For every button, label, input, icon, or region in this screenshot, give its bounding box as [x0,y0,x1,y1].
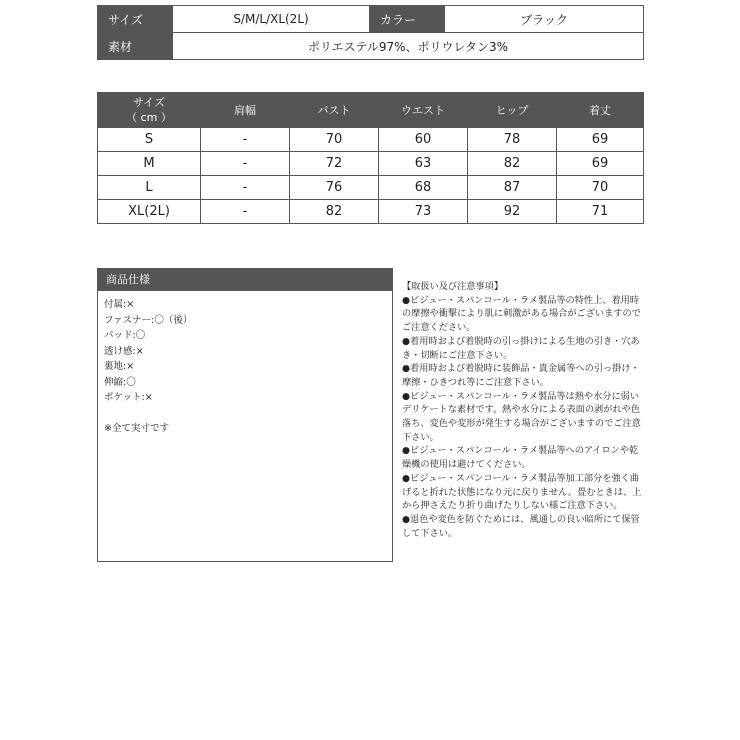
info-row-material [98,33,644,60]
bust-cell: 82 [290,200,379,224]
spec-item-lining: 裏地:× [104,361,135,372]
hip-cell: 87 [468,176,557,200]
waist-cell: 60 [379,128,468,152]
length-cell: 70 [557,176,644,200]
care-note-paragraph: ●退色や変色を防ぐためには、風通しの良い暗所にて保管して下さい。 [402,513,640,539]
length-cell: 71 [557,200,644,224]
care-note-paragraph: ●ビジュー・スパンコール・ラメ製品等は熱や水分に弱いデリケートな素材です。熱や水分による表面の剥がれや色落ち、変色や変形が発生する場合がございますのでご注意下さい。 [402,390,641,443]
spec-item-pocket: ポケット:× [104,392,153,403]
hip-cell: 82 [468,152,557,176]
size-cell: M [98,152,201,176]
care-notes [402,280,642,540]
shoulder-cell: - [201,200,290,224]
size-chart-table [97,92,644,224]
header-bust: バスト [290,93,379,128]
size-chart-corner-line1: サイズ [132,96,166,109]
care-notes-title: 【取扱い及び注意事項】 [402,281,504,292]
size-chart-corner [98,93,201,128]
spec-item-zipper: ファスナー:〇（後） [104,314,193,326]
care-note-paragraph: ●着用時および着脱時の引っ掛けによる生地の引き・穴あき・切断にご注意下さい。 [402,335,640,361]
spec-item-stretch: 伸縮:〇 [104,376,136,388]
size-label: サイズ [98,6,173,33]
shoulder-cell: - [201,176,290,200]
size-chart-corner-line2: （ cm ） [126,111,172,124]
table-row [98,128,644,152]
material-label: 素材 [98,33,173,60]
material-value: ポリエステル97%、ポリウレタン3% [173,33,644,60]
size-cell: XL(2L) [98,200,201,224]
color-value: ブラック [445,6,644,33]
table-row [98,176,644,200]
product-spec-box [97,268,393,562]
table-row [98,152,644,176]
header-shoulder: 肩幅 [201,93,290,128]
size-value: S/M/L/XL(2L) [173,6,370,33]
care-note-paragraph: ●ビジュー・スパンコール・ラメ製品等の特性上、着用時の摩擦や衝撃により肌に刺激がある場合がございますのでご注意ください。 [402,294,641,334]
bust-cell: 72 [290,152,379,176]
bust-cell: 76 [290,176,379,200]
spec-note: ※全て実寸です [104,422,169,434]
waist-cell: 63 [379,152,468,176]
header-length: 着丈 [557,93,644,128]
spec-item-pad: パッド:〇 [104,330,146,341]
info-row-size-color [98,6,644,33]
hip-cell: 78 [468,128,557,152]
hip-cell: 92 [468,200,557,224]
waist-cell: 73 [379,200,468,224]
shoulder-cell: - [201,128,290,152]
header-waist: ウエスト [379,93,468,128]
color-label: カラー [370,6,445,33]
spec-list [98,291,392,442]
product-info-table [97,5,644,60]
size-cell: L [98,176,201,200]
care-note-paragraph: ●ビジュー・スパンコール・ラメ製品等へのアイロンや乾燥機の使用は避けてください。 [402,445,639,471]
length-cell: 69 [557,128,644,152]
spec-item-sheerness: 透け感:× [104,345,144,357]
spec-item-accessories: 付属:× [104,299,135,310]
spec-title: 商品仕様 [98,269,392,291]
size-cell: S [98,128,201,152]
care-note-paragraph: ●着用時および着脱時に装飾品・貴金属等への引っ掛け・摩擦・ひきつれ等にご注意下さい。 [402,363,640,388]
bust-cell: 70 [290,128,379,152]
waist-cell: 68 [379,176,468,200]
header-hip: ヒップ [468,93,557,128]
table-row [98,200,644,224]
size-chart-header [98,93,644,128]
shoulder-cell: - [201,152,290,176]
length-cell: 69 [557,152,644,176]
care-note-paragraph: ●ビジュー・スパンコール・ラメ製品等加工部分を強く曲げると折れた状態になり元に戻りません。畳むときは、上から押さえたり折り曲げたりしない様ご注意下さい。 [402,472,642,512]
